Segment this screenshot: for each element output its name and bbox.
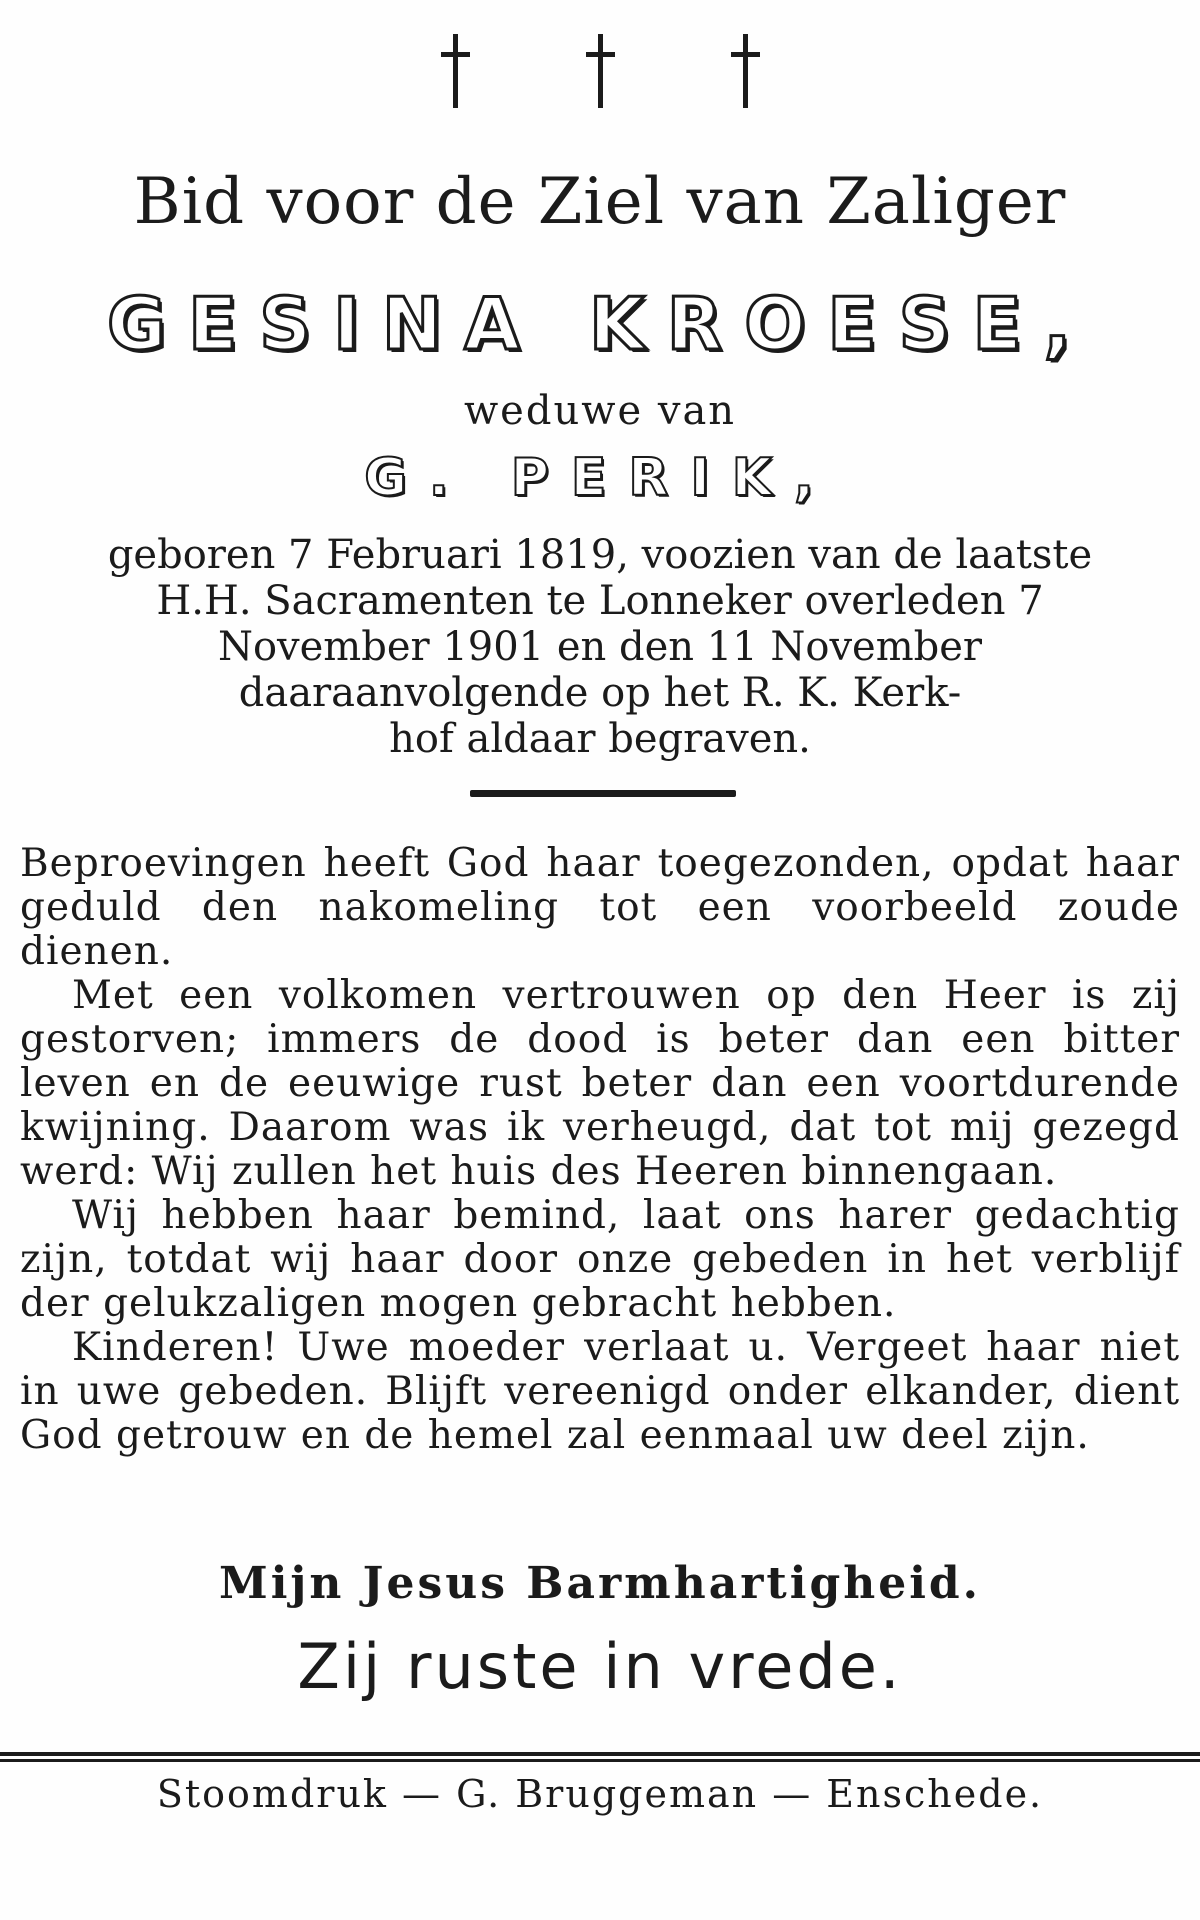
bio-line: H.H. Sacramenten te Lonneker overleden 7 — [156, 578, 1044, 624]
cross-icon — [435, 30, 475, 110]
rest-in-peace: Zij ruste in vrede. — [297, 1630, 903, 1703]
crosses — [0, 30, 1200, 114]
bio-line: hof aldaar begraven. — [389, 716, 811, 762]
cross-icon — [580, 30, 620, 110]
footer-rule — [0, 1752, 1200, 1762]
paragraph: Beproevingen heeft God haar toegezonden, opdat haar geduld den nakomeling tot een voorbeeld zoude dienen. — [20, 841, 1180, 974]
cross-icon — [725, 30, 765, 110]
spouse-name: G. PERIK, — [364, 448, 836, 508]
deceased-name: GESINA KROESE, — [107, 282, 1093, 366]
invocation: Mijn Jesus Barmhartigheid. — [218, 1558, 982, 1609]
body-text — [20, 842, 1180, 1458]
paragraph: Kinderen! Uwe moeder verlaat u. Vergeet haar niet in uwe gebeden. Blijft vereenigd onder elkander, dient God getrouw en de hemel zal eenmaal uw deel zijn. — [20, 1325, 1180, 1458]
relation-text: weduwe van — [463, 388, 737, 434]
bio-line: geboren 7 Februari 1819, voozien van de laatste — [107, 532, 1093, 578]
printer-credit: Stoomdruk — G. Bruggeman — Enschede. — [156, 1772, 1044, 1816]
bio-line: daaraanvolgende op het R. K. Kerk- — [238, 670, 962, 716]
card-title: Bid voor de Ziel van Zaliger — [133, 165, 1067, 239]
bio-line: November 1901 en den 11 November — [217, 624, 983, 670]
divider — [470, 790, 736, 797]
paragraph: Met een volkomen vertrouwen op den Heer is zij gestorven; immers de dood is beter dan een bitter leven en de eeuwige rust beter dan een voortdurende kwijning. Daarom was ik verheugd, dat tot mij gezegd werd: Wij zullen het huis des Heeren binnengaan. — [20, 973, 1180, 1194]
paragraph: Wij hebben haar bemind, laat ons harer gedachtig zijn, totdat wij haar door onze gebeden in het verblijf der gelukzaligen mogen gebracht hebben. — [20, 1193, 1180, 1326]
